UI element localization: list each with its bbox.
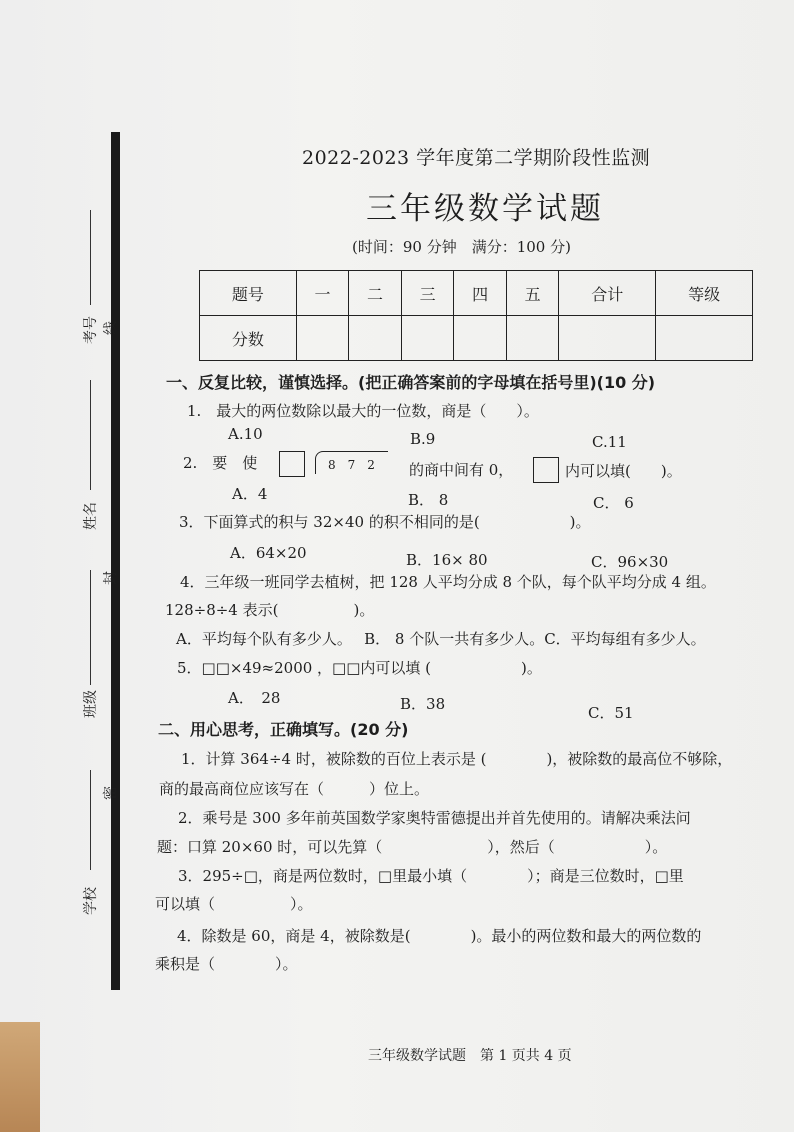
q1-2-suffix-2: 内可以填( )。 (565, 462, 682, 480)
class-label: 班级 (83, 690, 99, 718)
page-footer: 三年级数学试题 第 1 页共 4 页 (368, 1048, 572, 1064)
q1-1-option-c: C.11 (592, 433, 627, 451)
name-line (90, 380, 91, 490)
q1-3-stem: 3．下面算式的积与 32×40 的积不相同的是( )。 (179, 513, 591, 531)
table-cell: 一 (296, 271, 349, 316)
name-label: 姓名 (83, 502, 99, 530)
blank-box[interactable] (279, 451, 305, 477)
q2-1-line-1: 1．计算 364÷4 时，被除数的百位上表示是 ( )，被除数的最高位不够除， (181, 750, 733, 768)
school-label: 学校 (83, 887, 99, 915)
seal-char-mi: 密 (103, 786, 119, 800)
q1-2-prefix: 2. 要 使 (183, 454, 258, 472)
score-table-header-row (200, 271, 753, 316)
seal-char-feng: 封 (103, 571, 119, 585)
score-table (199, 270, 753, 361)
section-1-heading: 一、反复比较，谨慎选择。(把正确答案前的字母填在括号里)(10 分) (166, 373, 656, 392)
time-and-score: (时间：90 分钟 满分：100 分) (352, 238, 571, 256)
q1-4-stem-line-1: 4．三年级一班同学去植树，把 128 人平均分成 8 个队，每个队平均分成 4 组。 (180, 573, 716, 591)
score-input-cell[interactable] (656, 316, 753, 361)
desk-corner (0, 1022, 40, 1132)
score-input-cell[interactable] (349, 316, 402, 361)
section-2-heading: 二、用心思考，正确填写。(20 分) (158, 720, 409, 739)
score-table-score-row (200, 316, 753, 361)
score-input-cell[interactable] (454, 316, 507, 361)
table-cell: 合计 (559, 271, 656, 316)
table-cell: 分数 (200, 316, 297, 361)
binding-bar (111, 132, 120, 990)
seal-char-line: 线 (103, 321, 119, 335)
q2-3-line-1: 3．295÷□，商是两位数时，□里最小填（ ）；商是三位数时，□里 (178, 867, 684, 885)
table-cell: 题号 (200, 271, 297, 316)
q1-3-option-b: B．16× 80 (406, 551, 488, 569)
q2-1-line-2: 商的最高商位应该写在（ ）位上。 (159, 780, 430, 798)
q1-5-stem: 5．□□×49≈2000 ，□□内可以填 ( )。 (177, 659, 542, 677)
score-input-cell[interactable] (296, 316, 349, 361)
q1-2-option-a: A．4 (232, 485, 268, 503)
q1-4-options: A．平均每个队有多少人。 B． 8 个队一共有多少人。C．平均每组有多少人。 (176, 630, 706, 648)
table-cell: 二 (349, 271, 402, 316)
exam-title: 三年级数学试题 (366, 191, 604, 227)
q1-1-stem: 1. 最大的两位数除以最大的一位数，商是（ ）。 (187, 402, 539, 420)
exam-no-label: 考号 (83, 316, 99, 344)
table-cell: 五 (506, 271, 559, 316)
q1-3-option-c: C．96×30 (591, 553, 669, 571)
q2-4-line-1: 4．除数是 60，商是 4，被除数是( )。最小的两位数和最大的两位数的 (177, 927, 702, 945)
q1-4-stem-line-2: 128÷8÷4 表示( )。 (165, 601, 375, 619)
school-line (90, 770, 91, 870)
term-title: 2022-2023 学年度第二学期阶段性监测 (302, 147, 651, 169)
class-line (90, 570, 91, 685)
q2-2-line-2: 题：口算 20×60 时，可以先算（ ），然后（ ）。 (157, 838, 668, 856)
exam-no-line (90, 210, 91, 305)
score-input-cell[interactable] (559, 316, 656, 361)
table-cell: 三 (401, 271, 454, 316)
q1-5-option-b: B．38 (400, 695, 446, 713)
q1-2-suffix-1: 的商中间有 0， (409, 461, 514, 479)
q1-2-option-c: C． 6 (593, 494, 634, 512)
score-input-cell[interactable] (506, 316, 559, 361)
q2-3-line-2: 可以填（ ）。 (155, 895, 313, 913)
q1-5-option-c: C．51 (588, 704, 634, 722)
q1-1-option-b: B.9 (410, 430, 436, 448)
q1-2-dividend: 8 7 2 (328, 458, 375, 472)
q1-5-option-a: A． 28 (228, 689, 281, 707)
score-input-cell[interactable] (401, 316, 454, 361)
q1-2-option-b: B． 8 (408, 491, 449, 509)
q2-4-line-2: 乘积是（ ）。 (155, 955, 298, 973)
q1-3-option-a: A．64×20 (230, 544, 307, 562)
q1-1-option-a: A.10 (228, 425, 263, 443)
q2-2-line-1: 2．乘号是 300 多年前英国数学家奥特雷德提出并首先使用的。请解决乘法问 (178, 809, 691, 827)
table-cell: 四 (454, 271, 507, 316)
blank-box[interactable] (533, 457, 559, 483)
table-cell: 等级 (656, 271, 753, 316)
